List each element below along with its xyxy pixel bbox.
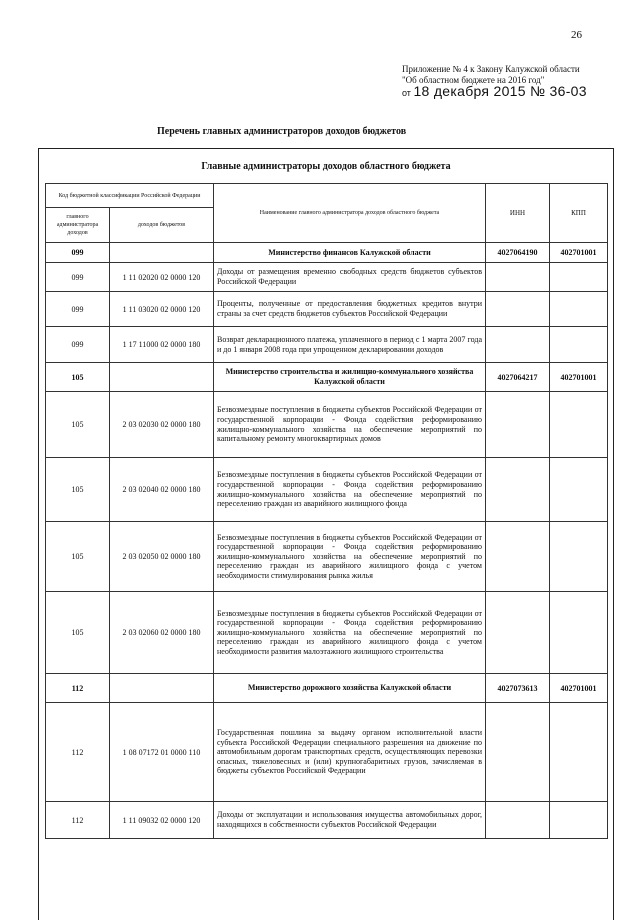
inn-cell <box>486 263 550 292</box>
header-bk-code: Код бюджетной классификации Российской Федерации <box>46 184 214 208</box>
header-admin-code: главного администратора доходов <box>46 208 110 243</box>
band-title: Главные администраторы доходов областного бюджета <box>201 161 451 172</box>
inn-cell: 4027073613 <box>486 674 550 703</box>
approval-line-2: "Об областном бюджете на 2016 год" <box>402 75 545 85</box>
revenue-code-cell: 1 17 11000 02 0000 180 <box>110 327 214 363</box>
approval-date <box>402 83 587 99</box>
revenue-name-cell: Безвозмездные поступления в бюджеты субъектов Российской Федерации от государственной корпорации - Фонда содействия реформированию жилищно-коммунального хозяйства на обеспечение мероприятий по капитальному ремонту многоквартирных домов <box>214 392 486 458</box>
table-row <box>46 243 608 263</box>
revenue-name-cell: Безвозмездные поступления в бюджеты субъектов Российской Федерации от государственной корпорации - Фонда содействия реформированию жилищно-коммунального хозяйства на обеспечение мероприятий по переселению граждан из аварийного жилищного фонда с учетом необходимости стимулирования рынка жилья <box>214 522 486 592</box>
kpp-cell: 402701001 <box>550 674 608 703</box>
admin-code-cell: 099 <box>46 263 110 292</box>
header-name: Наименование главного администратора доходов областного бюджета <box>214 184 486 243</box>
admin-name-cell: Министерство дорожного хозяйства Калужской области <box>214 674 486 703</box>
table-row <box>46 263 608 292</box>
revenue-name-cell: Государственная пошлина за выдачу органом исполнительной власти субъекта Российской Федерации специального разрешения на движение по автомобильным дорогам транспортных средств, осуществляющих перевозки опасных, тяжеловесных и (или) крупногабаритных грузов, зачисляемая в бюджеты субъектов Российской Федерации <box>214 703 486 802</box>
kpp-cell <box>550 458 608 522</box>
revenue-code-cell: 1 11 02020 02 0000 120 <box>110 263 214 292</box>
admin-code-cell: 099 <box>46 327 110 363</box>
approval-date-prefix: от <box>402 88 411 98</box>
inn-cell: 4027064217 <box>486 363 550 392</box>
header-inn: ИНН <box>486 184 550 243</box>
admin-code-cell: 112 <box>46 802 110 839</box>
kpp-cell <box>550 592 608 674</box>
revenue-code-cell <box>110 363 214 392</box>
admin-code-cell: 112 <box>46 703 110 802</box>
revenue-code-cell: 1 08 07172 01 0000 110 <box>110 703 214 802</box>
admin-code-cell: 099 <box>46 243 110 263</box>
admin-code-cell: 105 <box>46 522 110 592</box>
revenue-name-cell: Возврат декларационного платежа, уплаченного в период с 1 марта 2007 года и до 1 января 2008 года при упрощенном декларировании доходов <box>214 327 486 363</box>
admin-code-cell: 105 <box>46 392 110 458</box>
kpp-cell <box>550 703 608 802</box>
admin-code-cell: 112 <box>46 674 110 703</box>
approval-date-written: 18 декабря 2015 № 36-03 <box>413 83 587 99</box>
inn-cell <box>486 592 550 674</box>
admin-code-cell: 099 <box>46 292 110 327</box>
table-row <box>46 292 608 327</box>
header-revenue-code: доходов бюджетов <box>110 208 214 243</box>
inn-cell: 4027064190 <box>486 243 550 263</box>
kpp-cell <box>550 327 608 363</box>
approval-line-1: Приложение № 4 к Закону Калужской области <box>402 64 580 74</box>
table-row <box>46 592 608 674</box>
inn-cell <box>486 292 550 327</box>
document-title: Перечень главных администраторов доходов бюджетов <box>157 126 407 137</box>
page-number: 26 <box>571 29 582 41</box>
inn-cell <box>486 392 550 458</box>
kpp-cell: 402701001 <box>550 363 608 392</box>
admin-code-cell: 105 <box>46 592 110 674</box>
table-row <box>46 458 608 522</box>
revenue-name-cell: Доходы от размещения временно свободных средств бюджетов субъектов Российской Федерации <box>214 263 486 292</box>
header-kpp: КПП <box>550 184 608 243</box>
table-row <box>46 802 608 839</box>
revenue-code-cell: 2 03 02030 02 0000 180 <box>110 392 214 458</box>
revenue-code-cell: 2 03 02060 02 0000 180 <box>110 592 214 674</box>
table-row <box>46 522 608 592</box>
table-row <box>46 674 608 703</box>
administrators-table <box>45 183 608 839</box>
inn-cell <box>486 703 550 802</box>
revenue-code-cell: 2 03 02050 02 0000 180 <box>110 522 214 592</box>
admin-name-cell: Министерство строительства и жилищно-коммунального хозяйства Калужской области <box>214 363 486 392</box>
revenue-code-cell: 1 11 03020 02 0000 120 <box>110 292 214 327</box>
table-row <box>46 327 608 363</box>
revenue-name-cell: Проценты, полученные от предоставления бюджетных кредитов внутри страны за счет средств бюджетов субъектов Российской Федерации <box>214 292 486 327</box>
revenue-name-cell: Безвозмездные поступления в бюджеты субъектов Российской Федерации от государственной корпорации - Фонда содействия реформированию жилищно-коммунального хозяйства на обеспечение мероприятий по переселению граждан из аварийного жилищного фонда с учетом необходимости развития малоэтажного жилищного строительства <box>214 592 486 674</box>
kpp-cell <box>550 292 608 327</box>
inn-cell <box>486 522 550 592</box>
admin-code-cell: 105 <box>46 458 110 522</box>
inn-cell <box>486 802 550 839</box>
table-row <box>46 392 608 458</box>
approval-stamp <box>402 64 587 99</box>
kpp-cell <box>550 392 608 458</box>
inn-cell <box>486 458 550 522</box>
kpp-cell <box>550 522 608 592</box>
table-row <box>46 363 608 392</box>
kpp-cell <box>550 263 608 292</box>
admin-name-cell: Министерство финансов Калужской области <box>214 243 486 263</box>
admin-code-cell: 105 <box>46 363 110 392</box>
kpp-cell: 402701001 <box>550 243 608 263</box>
revenue-code-cell: 2 03 02040 02 0000 180 <box>110 458 214 522</box>
revenue-name-cell: Доходы от эксплуатации и использования имущества автомобильных дорог, находящихся в собственности субъектов Российской Федерации <box>214 802 486 839</box>
revenue-code-cell: 1 11 09032 02 0000 120 <box>110 802 214 839</box>
revenue-code-cell <box>110 674 214 703</box>
inn-cell <box>486 327 550 363</box>
table-row <box>46 703 608 802</box>
kpp-cell <box>550 802 608 839</box>
revenue-name-cell: Безвозмездные поступления в бюджеты субъектов Российской Федерации от государственной корпорации - Фонда содействия реформированию жилищно-коммунального хозяйства на обеспечение мероприятий по переселению граждан из аварийного жилищного фонда <box>214 458 486 522</box>
revenue-code-cell <box>110 243 214 263</box>
